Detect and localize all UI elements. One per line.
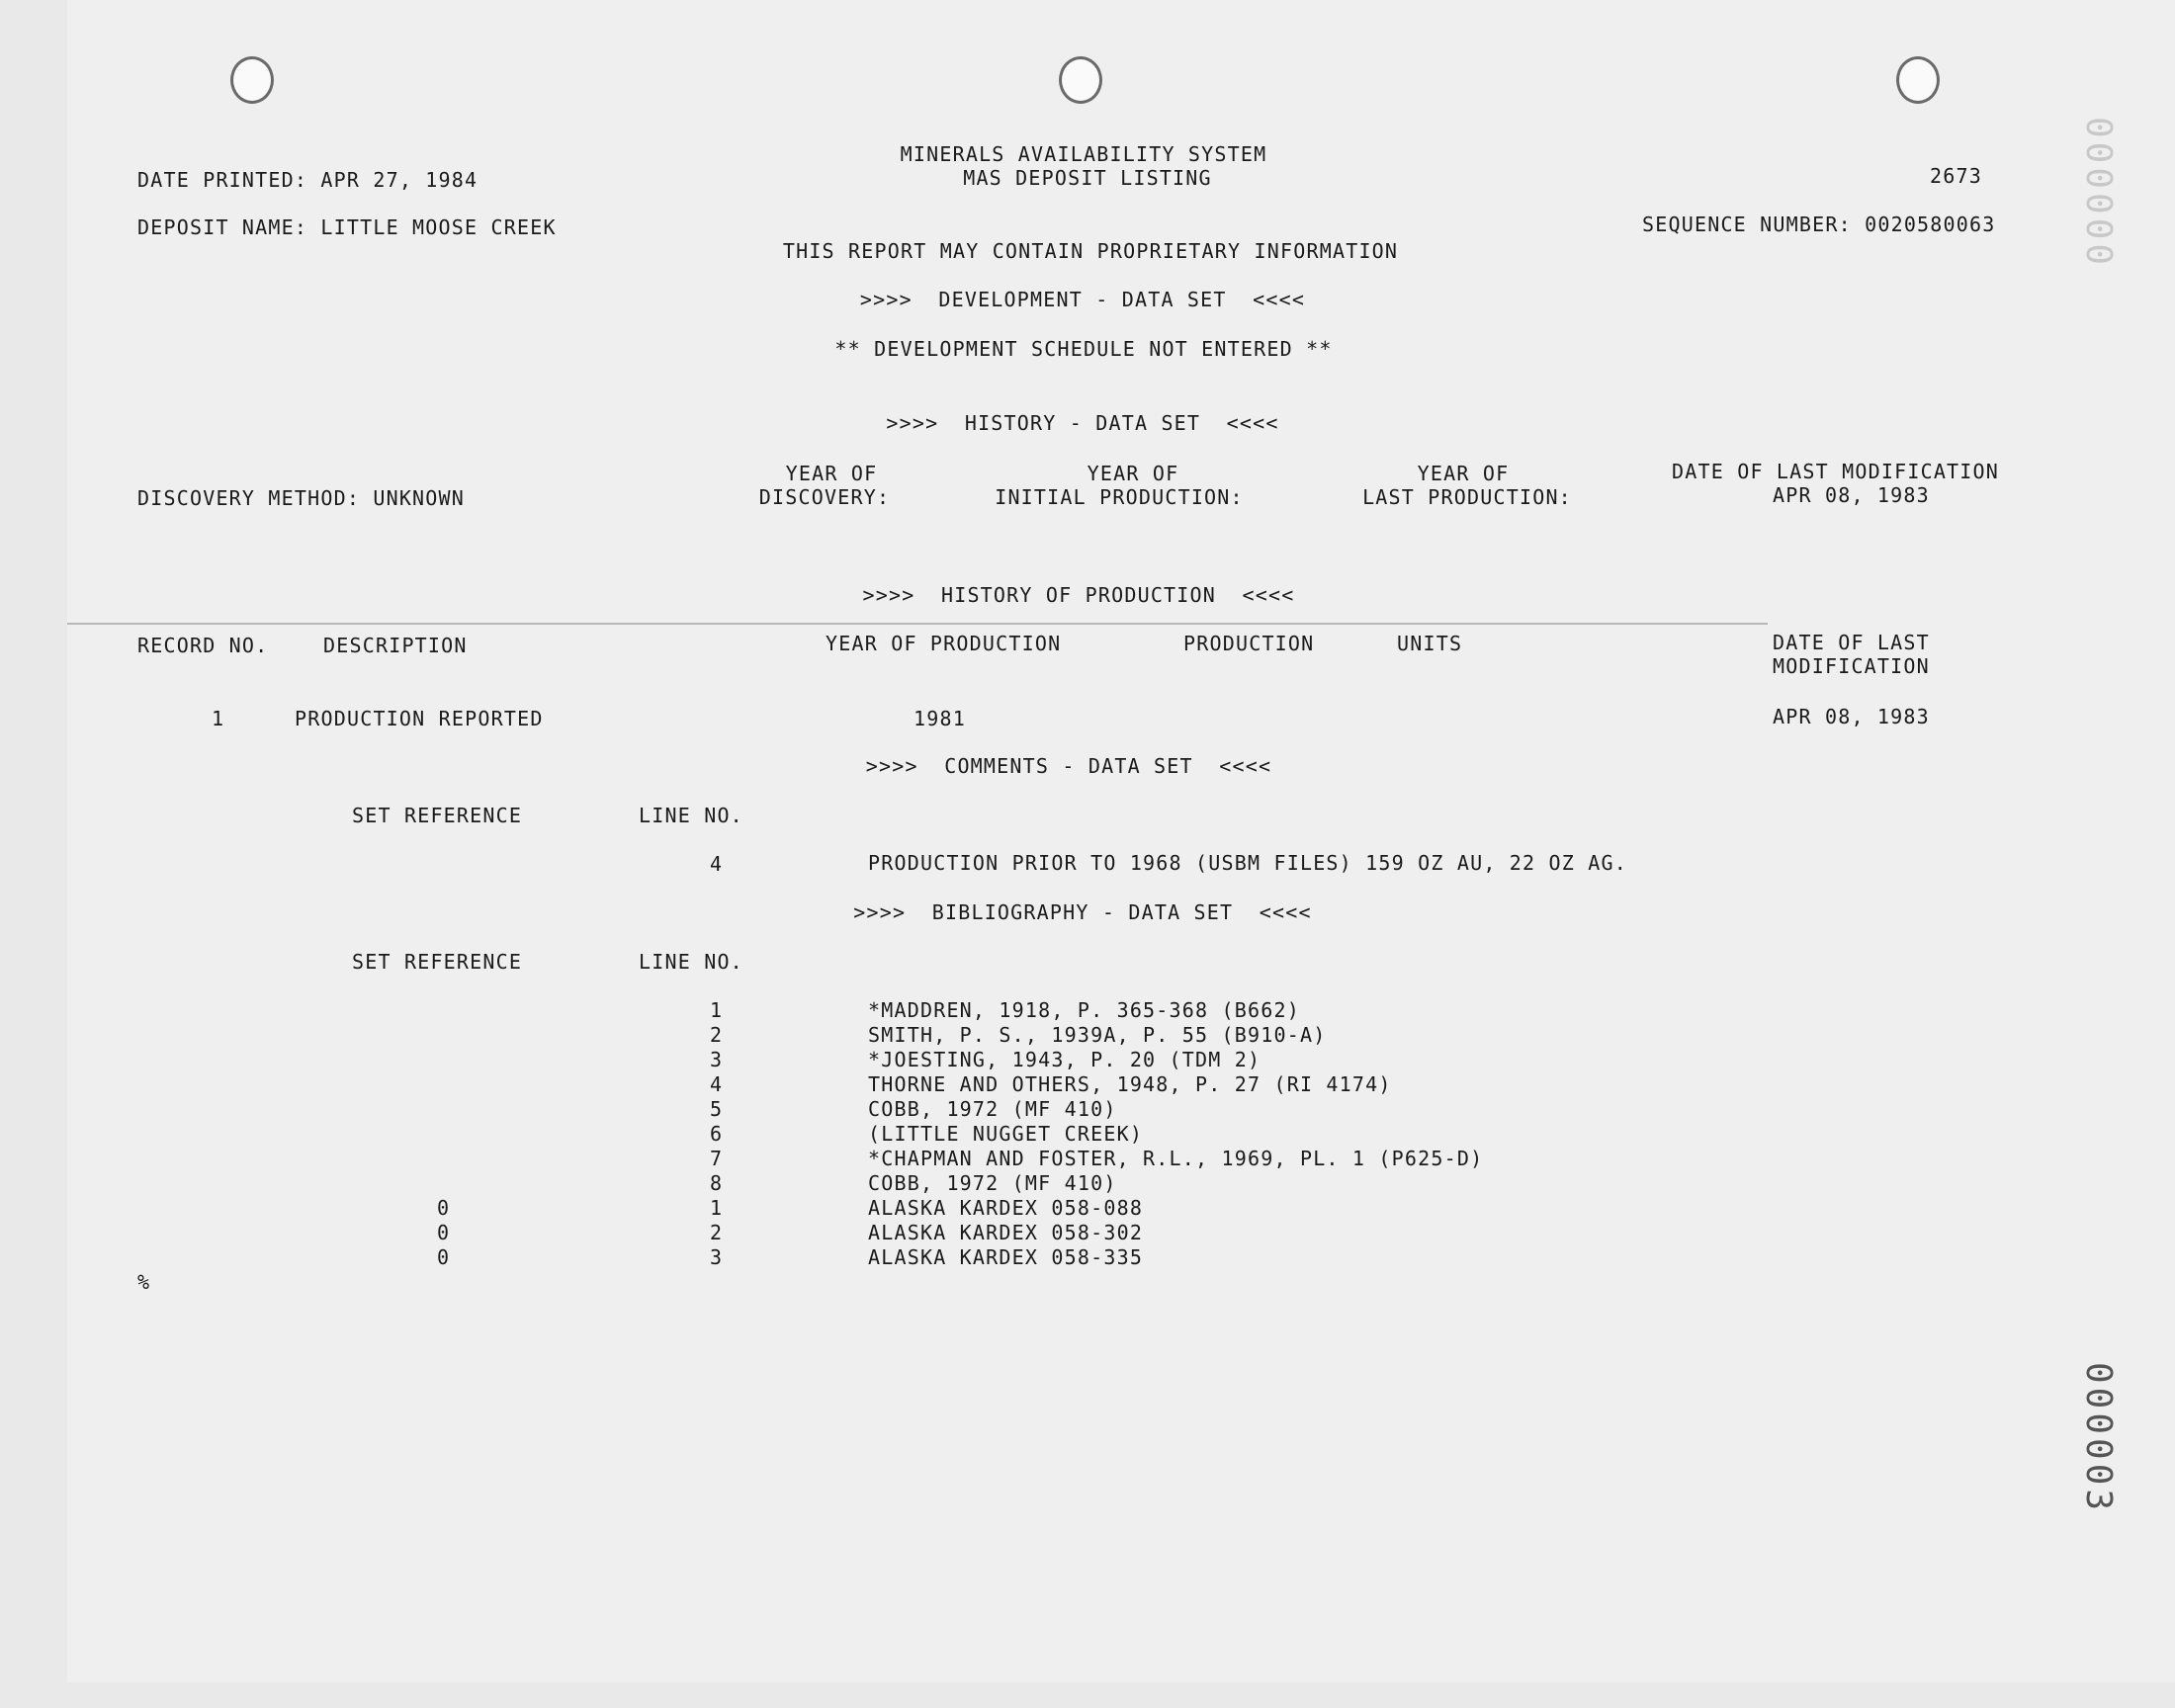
end-mark: %	[137, 1270, 151, 1294]
bib-line: 6	[710, 1122, 724, 1146]
bib-text: ALASKA KARDEX 058-302	[868, 1221, 1144, 1244]
last-production-label-2: LAST PRODUCTION:	[1362, 485, 1572, 509]
units-header: UNITS	[1397, 632, 1463, 655]
bib-line: 3	[710, 1048, 724, 1071]
record-number: 1	[212, 707, 225, 730]
bib-line: 4	[710, 1072, 724, 1096]
section-divider	[67, 623, 1768, 625]
last-production-label: YEAR OF	[1417, 462, 1510, 485]
date-of-last-header: DATE OF LAST	[1773, 631, 1930, 654]
year-of-production-header: YEAR OF PRODUCTION	[826, 632, 1062, 655]
discovery-method: DISCOVERY METHOD: UNKNOWN	[137, 486, 466, 510]
comment-line: 4	[710, 852, 724, 876]
bib-text: ALASKA KARDEX 058-335	[868, 1245, 1144, 1269]
development-title: >>>> DEVELOPMENT - DATA SET <<<<	[859, 288, 1306, 311]
production-year: 1981	[914, 707, 966, 730]
punch-hole-right	[1896, 56, 1940, 104]
bib-text: *JOESTING, 1943, P. 20 (TDM 2)	[868, 1048, 1262, 1071]
initial-production-label: YEAR OF	[1087, 462, 1179, 485]
punch-hole-center	[1059, 56, 1102, 104]
production-date: APR 08, 1983	[1773, 705, 1930, 728]
bib-line: 3	[710, 1245, 724, 1269]
year-of-discovery-label: YEAR OF	[785, 462, 878, 485]
bib-set: 0	[437, 1245, 451, 1269]
system-title: MINERALS AVAILABILITY SYSTEM	[900, 142, 1267, 166]
comments-line-no-header: LINE NO.	[639, 804, 743, 827]
bib-text: THORNE AND OTHERS, 1948, P. 27 (RI 4174)	[868, 1072, 1392, 1096]
bib-line: 1	[710, 998, 724, 1022]
modification-header: MODIFICATION	[1773, 654, 1930, 678]
bib-line: 7	[710, 1147, 724, 1170]
description-header: DESCRIPTION	[323, 634, 468, 657]
punch-hole-left	[230, 56, 274, 104]
comment-text: PRODUCTION PRIOR TO 1968 (USBM FILES) 159 OZ AU, 22 OZ AG.	[868, 851, 1627, 875]
comments-set-reference-header: SET REFERENCE	[352, 804, 523, 827]
bib-line: 2	[710, 1221, 724, 1244]
development-note: ** DEVELOPMENT SCHEDULE NOT ENTERED **	[834, 337, 1333, 361]
bib-line: 2	[710, 1023, 724, 1047]
bib-set: 0	[437, 1196, 451, 1220]
production-title: >>>> HISTORY OF PRODUCTION <<<<	[862, 583, 1295, 607]
bib-text: *CHAPMAN AND FOSTER, R.L., 1969, PL. 1 (P625-D)	[868, 1147, 1484, 1170]
year-of-discovery-label-2: DISCOVERY:	[758, 485, 891, 509]
bibliography-title: >>>> BIBLIOGRAPHY - DATA SET <<<<	[853, 900, 1312, 924]
bib-text: (LITTLE NUGGET CREEK)	[868, 1122, 1144, 1146]
bibliography-set-reference-header: SET REFERENCE	[352, 950, 523, 974]
bib-line: 5	[710, 1097, 724, 1121]
bib-set: 0	[437, 1221, 451, 1244]
page-number: 2673	[1930, 164, 1982, 188]
bib-text: SMITH, P. S., 1939A, P. 55 (B910-A)	[868, 1023, 1327, 1047]
last-modification-value: APR 08, 1983	[1773, 483, 1930, 507]
listing-title: MAS DEPOSIT LISTING	[963, 166, 1212, 190]
production-description: PRODUCTION REPORTED	[295, 707, 544, 730]
bib-line: 8	[710, 1171, 724, 1195]
bib-text: *MADDREN, 1918, P. 365-368 (B662)	[868, 998, 1300, 1022]
deposit-name: DEPOSIT NAME: LITTLE MOOSE CREEK	[137, 215, 557, 239]
bib-text: COBB, 1972 (MF 410)	[868, 1097, 1117, 1121]
bib-text: COBB, 1972 (MF 410)	[868, 1171, 1117, 1195]
frame-number: 000003	[2078, 1362, 2119, 1515]
history-title: >>>> HISTORY - DATA SET <<<<	[886, 411, 1279, 435]
bib-line: 1	[710, 1196, 724, 1220]
record-no-header: RECORD NO.	[137, 634, 269, 657]
initial-production-label-2: INITIAL PRODUCTION:	[995, 485, 1244, 509]
bibliography-line-no-header: LINE NO.	[639, 950, 743, 974]
faint-frame-number: 000000	[2078, 117, 2119, 270]
bib-text: ALASKA KARDEX 058-088	[868, 1196, 1144, 1220]
proprietary-notice: THIS REPORT MAY CONTAIN PROPRIETARY INFORMATION	[782, 239, 1399, 263]
last-modification-label: DATE OF LAST MODIFICATION	[1672, 460, 2000, 483]
sequence-number: SEQUENCE NUMBER: 0020580063	[1642, 213, 1996, 236]
production-header: PRODUCTION	[1183, 632, 1315, 655]
comments-title: >>>> COMMENTS - DATA SET <<<<	[865, 754, 1272, 778]
date-printed: DATE PRINTED: APR 27, 1984	[137, 168, 478, 192]
